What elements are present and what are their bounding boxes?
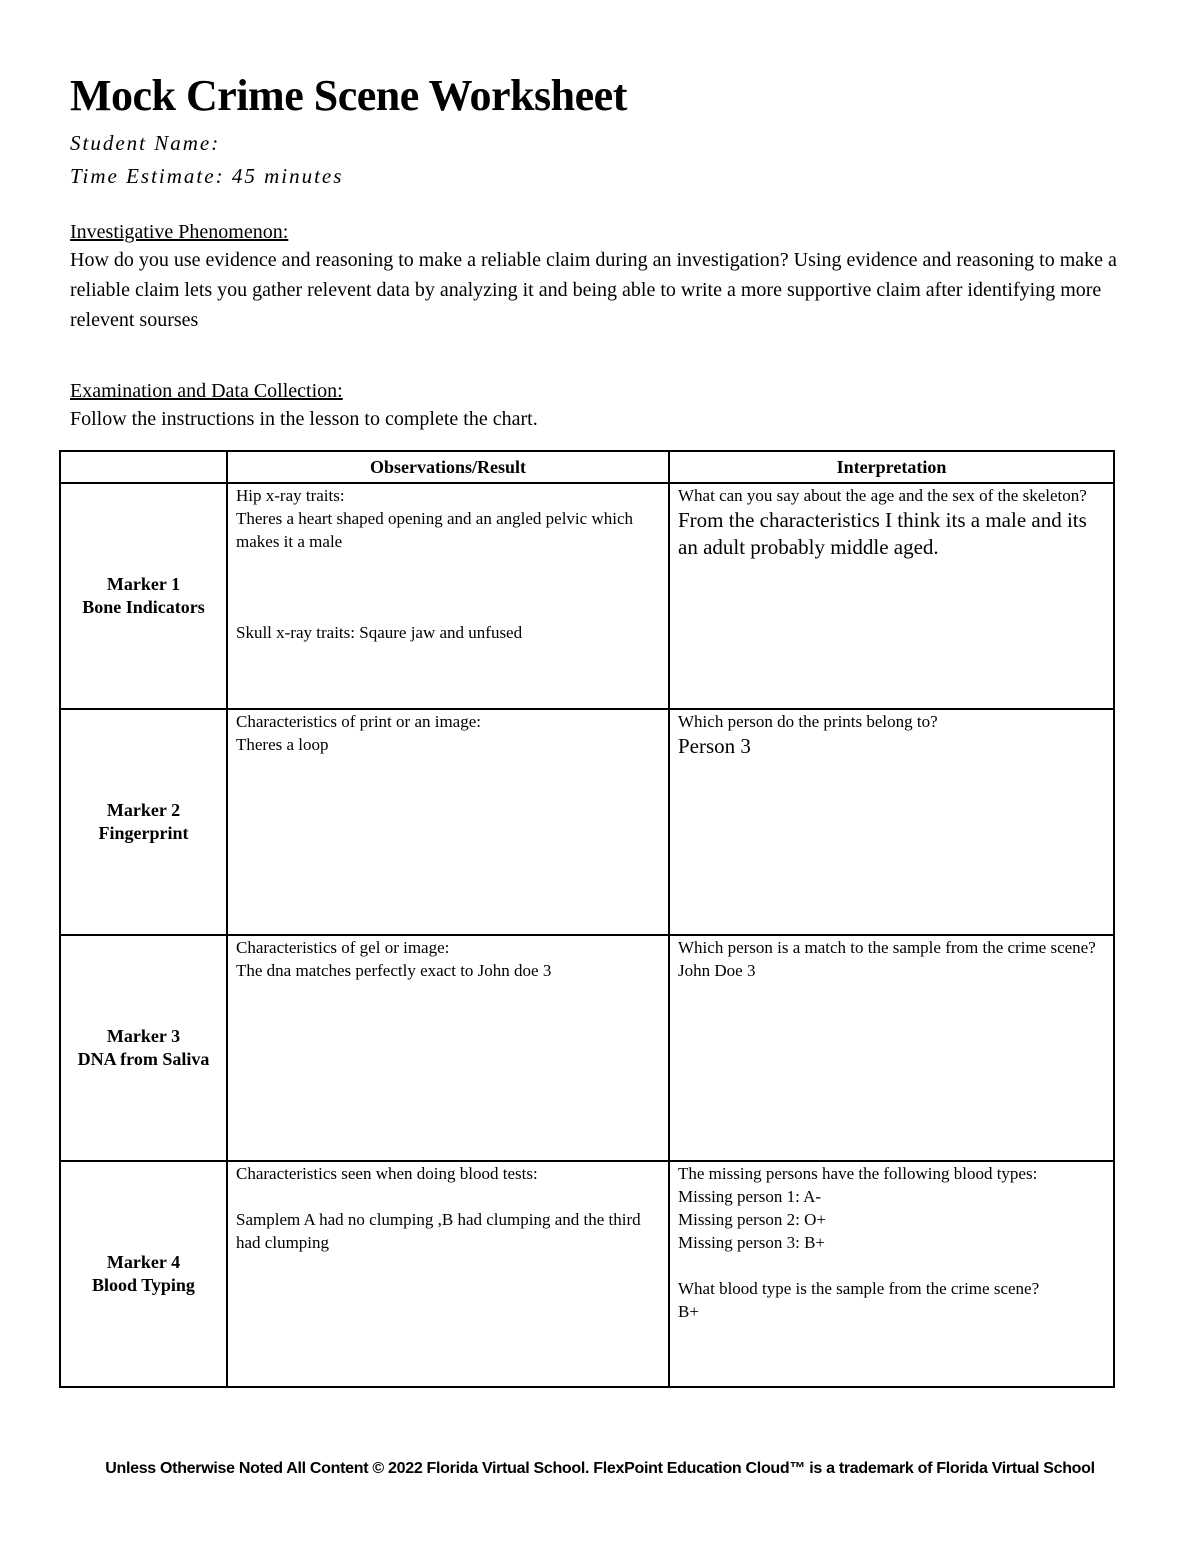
interpretation-cell[interactable]: [669, 483, 1114, 709]
observation-answer[interactable]: Theres a heart shaped opening and an angled pelvic which makes it a male: [236, 509, 633, 551]
table-row: [60, 935, 1114, 1161]
observation-cell[interactable]: [227, 1161, 669, 1387]
marker-number: Marker 4: [106, 1252, 181, 1272]
observation-prompt: Characteristics of gel or image:: [236, 938, 450, 957]
exam-instructions: Follow the instructions in the lesson to complete the chart.: [70, 408, 538, 430]
blood-type-list-item: Missing person 2: O+: [678, 1210, 826, 1229]
marker-name: Blood Typing: [92, 1275, 195, 1295]
student-name-label: Student Name:: [70, 131, 221, 155]
exam-section: [70, 378, 1130, 434]
interpretation-prompt: What can you say about the age and the sex of the skeleton?: [678, 486, 1087, 505]
marker-cell: [60, 1161, 227, 1387]
interpretation-cell[interactable]: [669, 709, 1114, 935]
header-interpretation: Interpretation: [669, 451, 1114, 483]
observation-answer[interactable]: Theres a loop: [236, 735, 329, 754]
blood-type-list-item: Missing person 1: A-: [678, 1187, 822, 1206]
observation-prompt: Hip x-ray traits:: [236, 486, 345, 505]
page-title: Mock Crime Scene Worksheet: [70, 71, 627, 120]
exam-heading: Examination and Data Collection:: [70, 380, 343, 402]
interpretation-cell[interactable]: [669, 1161, 1114, 1387]
marker-name: Fingerprint: [98, 823, 189, 843]
time-estimate: Time Estimate: 45 minutes: [70, 164, 344, 188]
table-row: [60, 483, 1114, 709]
interpretation-answer[interactable]: Person 3: [678, 734, 751, 758]
observation-prompt: Characteristics of print or an image:: [236, 712, 481, 731]
marker-cell: [60, 483, 227, 709]
marker-cell: [60, 935, 227, 1161]
table-header-row: [60, 451, 1114, 483]
observation-cell[interactable]: [227, 483, 669, 709]
phenomenon-body: How do you use evidence and reasoning to make a reliable claim during an investigation? Using evidence and reasoning to make a reliable claim lets you gather relevent data by analyzing it and being able to write a more supportive claim after identifying more relevent sourses: [70, 249, 1117, 331]
observation-prompt: Characteristics seen when doing blood tests:: [236, 1164, 538, 1183]
marker-cell: [60, 709, 227, 935]
interpretation-prompt[interactable]: Which person is a match to the sample from the crime scene? John Doe 3: [678, 938, 1096, 980]
header-blank: [60, 451, 227, 483]
marker-number: Marker 1: [106, 574, 181, 594]
header-observations: Observations/Result: [227, 451, 669, 483]
interpretation-question: What blood type is the sample from the crime scene?: [678, 1279, 1040, 1298]
observation-answer[interactable]: The dna matches perfectly exact to John doe 3: [236, 961, 552, 980]
observation-prompt-2[interactable]: Skull x-ray traits: Sqaure jaw and unfused: [236, 623, 523, 642]
interpretation-answer[interactable]: From the characteristics I think its a male and its an adult probably middle aged.: [678, 508, 1087, 559]
marker-name: Bone Indicators: [82, 597, 205, 617]
table-row: [60, 1161, 1114, 1387]
interpretation-answer[interactable]: B+: [678, 1302, 699, 1321]
marker-number: Marker 2: [106, 800, 181, 820]
marker-name: DNA from Saliva: [77, 1049, 210, 1069]
evidence-chart: [59, 450, 1115, 1388]
marker-number: Marker 3: [106, 1026, 181, 1046]
blood-type-list-item: Missing person 3: B+: [678, 1233, 826, 1252]
table-row: [60, 709, 1114, 935]
observation-cell[interactable]: [227, 709, 669, 935]
interpretation-prompt: Which person do the prints belong to?: [678, 712, 938, 731]
phenomenon-heading: Investigative Phenomenon:: [70, 221, 289, 243]
interpretation-prompt: The missing persons have the following blood types:: [678, 1164, 1038, 1183]
phenomenon-section: [70, 219, 1130, 335]
interpretation-cell[interactable]: [669, 935, 1114, 1161]
copyright-footer: Unless Otherwise Noted All Content © 2022 Florida Virtual School. FlexPoint Education Cloud™ is a trademark of Florida Virtual School: [105, 1460, 1095, 1477]
observation-cell[interactable]: [227, 935, 669, 1161]
observation-answer[interactable]: Samplem A had no clumping ,B had clumping and the third had clumping: [236, 1210, 641, 1252]
